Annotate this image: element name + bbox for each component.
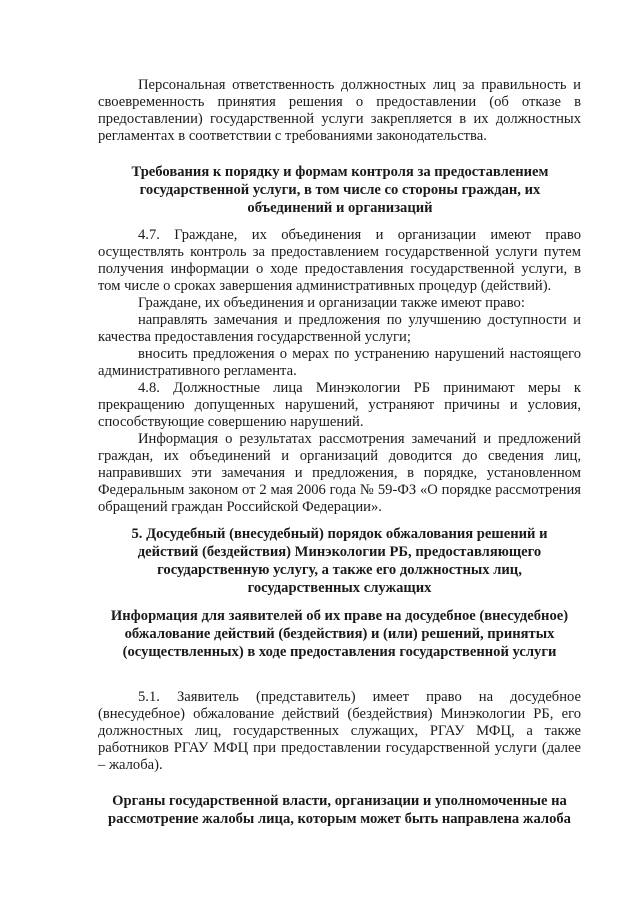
appeal-section [98, 689, 581, 774]
applicant-info-heading: Информация для заявителей об их праве на досудебное (внесудебное) обжалование действий (бездействия) и (или) решений, принятых (осуществленных) в ходе предоставления государственной услуги [110, 608, 569, 660]
section-5-heading: 5. Досудебный (внесудебный) порядок обжалования решений и действий (бездействия) Минэкологии РБ, предоставляющего государственную услугу, а также его должностных лиц, государственных служащих [131, 526, 548, 596]
responsibility-section [98, 77, 581, 145]
paragraph-5-1: 5.1. Заявитель (представитель) имеет право на досудебное (внесудебное) обжалование действий (бездействия) Минэкологии РБ, его должностных лиц, государственных служащих, РГАУ МФЦ, а также работников РГАУ МФЦ при предоставлении государственной услуги (далее – жалоба). [98, 689, 581, 773]
authorized-bodies-heading: Органы государственной власти, организации и уполномоченные на рассмотрение жалобы лица, которым может быть направлена жалоба [108, 793, 571, 827]
results-info-paragraph: Информация о результатах рассмотрения замечаний и предложений граждан, их объединений и организаций доводится до сведения лиц, направивших эти замечания и предложения, в порядке, установленном Федеральным законом от 2 мая 2006 года № 59-ФЗ «О порядке рассмотрения обращений граждан Российской Федерации». [98, 431, 581, 515]
paragraph-4-7: 4.7. Граждане, их объединения и организации имеют право осуществлять контроль за предоставлением государственной услуги путем получения информации о ходе предоставления государственной услуги, в том числе о сроках завершения административных процедур (действий). [98, 227, 581, 294]
remarks-paragraph: направлять замечания и предложения по улучшению доступности и качества предоставления государственной услуги; [98, 312, 581, 345]
responsibility-paragraph: Персональная ответственность должностных лиц за правильность и своевременность принятия решения о предоставлении (об отказе в предоставлении) государственной услуги закрепляется в их должностных регламентах в соответствии с требованиями законодательства. [98, 77, 581, 144]
proposals-paragraph: вносить предложения о мерах по устранению нарушений настоящего административного регламента. [98, 346, 581, 379]
paragraph-4-8: 4.8. Должностные лица Минэкологии РБ принимают меры к прекращению допущенных нарушений, устраняют причины и условия, способствующие совершению нарушений. [98, 380, 581, 430]
rights-intro-paragraph: Граждане, их объединения и организации также имеют право: [138, 295, 525, 311]
control-section [98, 227, 581, 516]
control-requirements-heading: Требования к порядку и формам контроля за предоставлением государственной услуги, в том числе со стороны граждан, их объединений и организаций [131, 164, 549, 216]
